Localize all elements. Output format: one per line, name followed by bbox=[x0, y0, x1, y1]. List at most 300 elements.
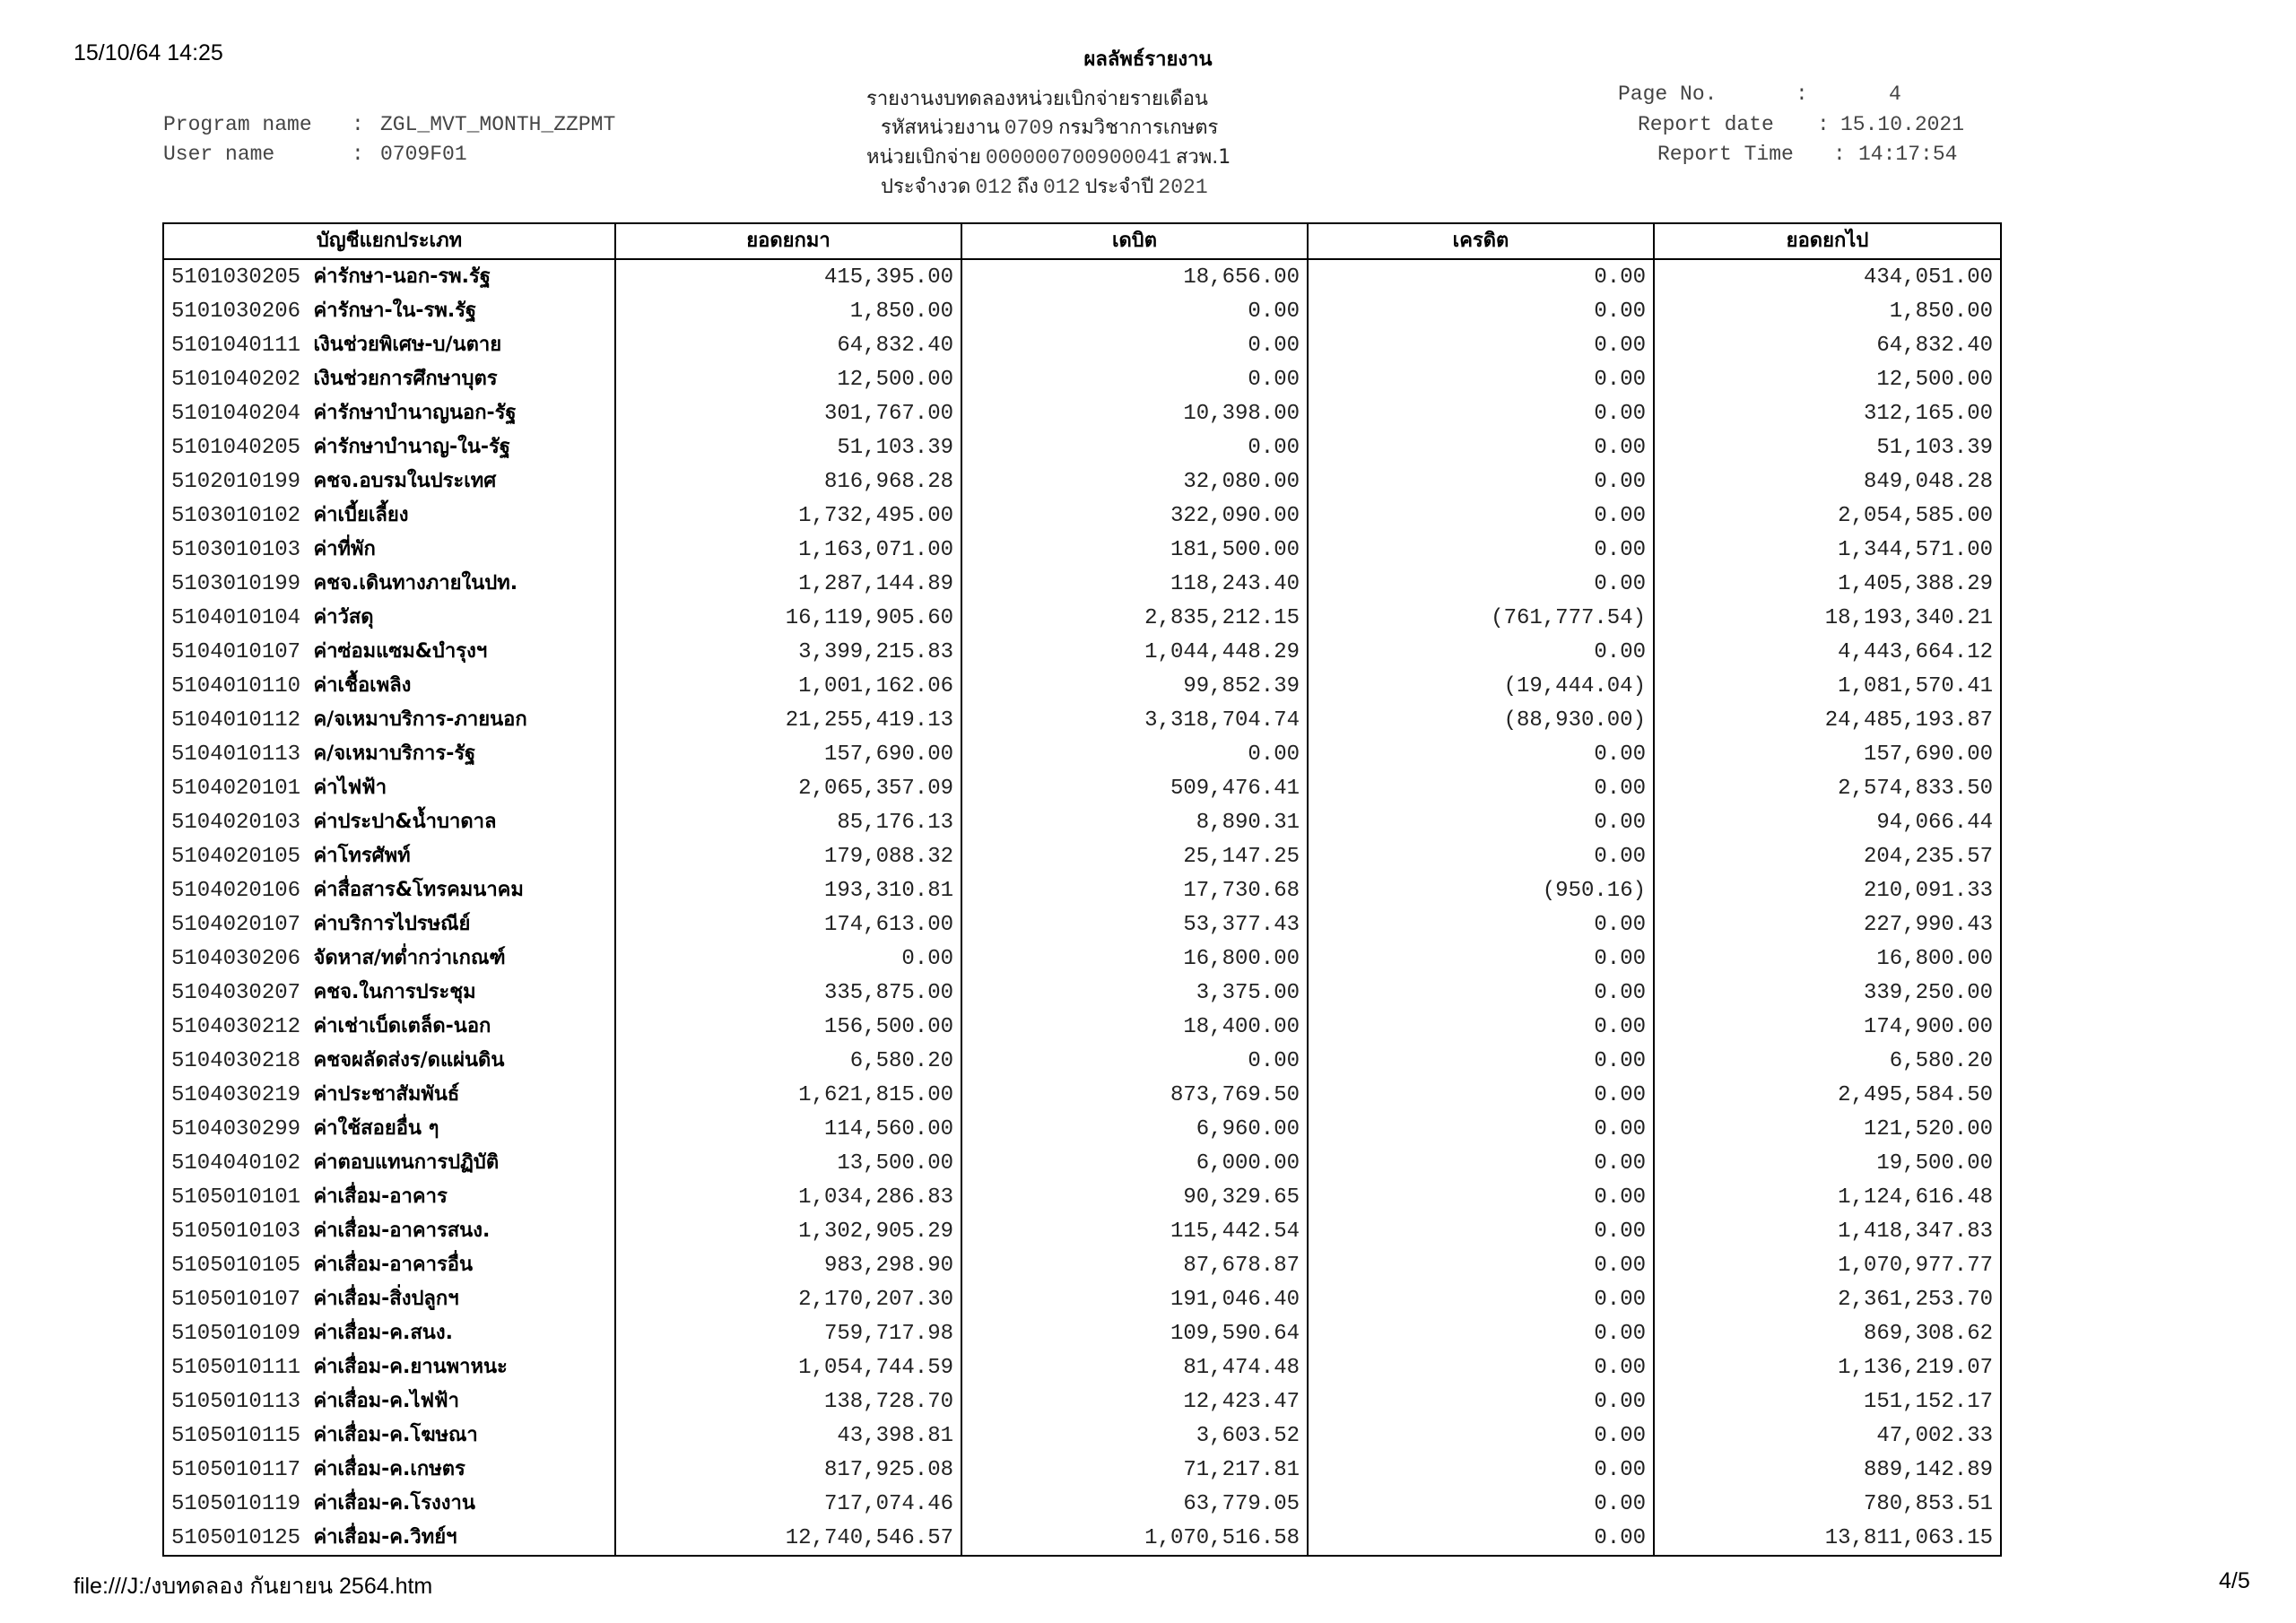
carried-forward-cell: 157,690.00 bbox=[1654, 737, 2001, 771]
carried-forward-cell: 1,405,388.29 bbox=[1654, 567, 2001, 601]
print-title: ผลลัพธ์รายงาน bbox=[1083, 48, 1213, 71]
account-cell bbox=[163, 294, 615, 328]
credit-cell: 0.00 bbox=[1308, 294, 1654, 328]
account-code: 5104020103 bbox=[171, 811, 301, 835]
period-label: ประจำงวด bbox=[881, 176, 971, 198]
carried-forward-cell: 2,574,833.50 bbox=[1654, 771, 2001, 805]
credit-cell: 0.00 bbox=[1308, 942, 1654, 976]
credit-cell: 0.00 bbox=[1308, 1146, 1654, 1180]
table-row bbox=[163, 1350, 2001, 1384]
debit-cell: 0.00 bbox=[961, 362, 1308, 396]
account-cell bbox=[163, 1453, 615, 1487]
brought-forward-cell: 301,767.00 bbox=[615, 396, 961, 430]
account-cell bbox=[163, 1316, 615, 1350]
account-code: 5101040202 bbox=[171, 368, 301, 392]
account-name: ค่าเสื่อม-ค.สนง. bbox=[313, 1322, 453, 1344]
report-time-label: Report Time bbox=[1657, 143, 1794, 166]
brought-forward-cell: 415,395.00 bbox=[615, 259, 961, 294]
carried-forward-cell: 227,990.43 bbox=[1654, 907, 2001, 942]
carried-forward-cell: 24,485,193.87 bbox=[1654, 703, 2001, 737]
debit-cell: 18,656.00 bbox=[961, 259, 1308, 294]
credit-cell: 0.00 bbox=[1308, 1112, 1654, 1146]
table-row bbox=[163, 771, 2001, 805]
account-code: 5105010117 bbox=[171, 1458, 301, 1482]
disbursing-unit-label: หน่วยเบิกจ่าย bbox=[866, 146, 981, 169]
debit-cell: 3,375.00 bbox=[961, 976, 1308, 1010]
brought-forward-cell: 2,065,357.09 bbox=[615, 771, 961, 805]
table-row bbox=[163, 601, 2001, 635]
account-code: 5102010199 bbox=[171, 470, 301, 494]
credit-cell: 0.00 bbox=[1308, 1521, 1654, 1556]
credit-cell: 0.00 bbox=[1308, 737, 1654, 771]
carried-forward-cell: 204,235.57 bbox=[1654, 839, 2001, 873]
report-date-sep: : bbox=[1817, 113, 1830, 136]
account-code: 5104030219 bbox=[171, 1083, 301, 1107]
report-date-value: 15.10.2021 bbox=[1840, 113, 1965, 136]
account-name: ค่าใช้สอยอื่น ๆ bbox=[313, 1117, 439, 1140]
account-code: 5104020106 bbox=[171, 879, 301, 903]
carried-forward-cell: 1,136,219.07 bbox=[1654, 1350, 2001, 1384]
credit-cell: 0.00 bbox=[1308, 1180, 1654, 1214]
carried-forward-cell: 2,054,585.00 bbox=[1654, 499, 2001, 533]
table-body bbox=[163, 259, 2001, 1556]
credit-cell: 0.00 bbox=[1308, 464, 1654, 499]
debit-cell: 115,442.54 bbox=[961, 1214, 1308, 1248]
account-code: 5105010113 bbox=[171, 1390, 301, 1414]
period-to: 012 bbox=[1043, 176, 1081, 199]
account-code: 5101040111 bbox=[171, 334, 301, 358]
carried-forward-cell: 2,495,584.50 bbox=[1654, 1078, 2001, 1112]
user-name-sep: : bbox=[352, 143, 364, 166]
user-name-label: User name bbox=[163, 143, 275, 166]
col-header-account: บัญชีแยกประเภท bbox=[163, 223, 615, 259]
account-name: ค่าซ่อมแซม&บำรุงฯ bbox=[313, 640, 488, 663]
debit-cell: 8,890.31 bbox=[961, 805, 1308, 839]
account-cell bbox=[163, 703, 615, 737]
table-row bbox=[163, 1112, 2001, 1146]
agency-code-line bbox=[881, 111, 1218, 143]
debit-cell: 81,474.48 bbox=[961, 1350, 1308, 1384]
table-row bbox=[163, 907, 2001, 942]
brought-forward-cell: 85,176.13 bbox=[615, 805, 961, 839]
brought-forward-cell: 16,119,905.60 bbox=[615, 601, 961, 635]
account-code: 5103010199 bbox=[171, 572, 301, 596]
account-name: ค่ารักษา-ใน-รพ.รัฐ bbox=[313, 299, 477, 322]
account-cell bbox=[163, 805, 615, 839]
brought-forward-cell: 193,310.81 bbox=[615, 873, 961, 907]
account-code: 5105010115 bbox=[171, 1424, 301, 1448]
table-row bbox=[163, 1146, 2001, 1180]
brought-forward-cell: 3,399,215.83 bbox=[615, 635, 961, 669]
brought-forward-cell: 1,287,144.89 bbox=[615, 567, 961, 601]
table-row bbox=[163, 567, 2001, 601]
account-code: 5105010111 bbox=[171, 1356, 301, 1380]
account-name: คชจ.อบรมในประเทศ bbox=[313, 470, 497, 492]
brought-forward-cell: 114,560.00 bbox=[615, 1112, 961, 1146]
account-cell bbox=[163, 873, 615, 907]
carried-forward-cell: 339,250.00 bbox=[1654, 976, 2001, 1010]
col-header-credit: เครดิต bbox=[1308, 223, 1654, 259]
account-name: เงินช่วยพิเศษ-บ/นตาย bbox=[313, 334, 502, 356]
account-code: 5101030205 bbox=[171, 265, 301, 290]
page-no-sep: : bbox=[1796, 82, 1808, 106]
program-name-label: Program name bbox=[163, 113, 312, 136]
agency-code: 0709 bbox=[1004, 117, 1054, 140]
account-name: ค่าเสื่อม-ค.ยานพาหนะ bbox=[313, 1356, 508, 1378]
table-row bbox=[163, 1010, 2001, 1044]
debit-cell: 2,835,212.15 bbox=[961, 601, 1308, 635]
page-no-label: Page No. bbox=[1618, 82, 1718, 106]
account-name: ค่าเชื้อเพลิง bbox=[313, 674, 412, 697]
debit-cell: 53,377.43 bbox=[961, 907, 1308, 942]
account-name: ค่าไฟฟ้า bbox=[313, 777, 387, 799]
account-name: ค่าเสื่อม-สิ่งปลูกฯ bbox=[313, 1288, 459, 1310]
carried-forward-cell: 1,124,616.48 bbox=[1654, 1180, 2001, 1214]
account-cell bbox=[163, 1044, 615, 1078]
table-row bbox=[163, 1316, 2001, 1350]
account-name: ค่าบริการไปรษณีย์ bbox=[313, 913, 471, 935]
credit-cell: (761,777.54) bbox=[1308, 601, 1654, 635]
carried-forward-cell: 210,091.33 bbox=[1654, 873, 2001, 907]
brought-forward-cell: 2,170,207.30 bbox=[615, 1282, 961, 1316]
table-row bbox=[163, 1044, 2001, 1078]
page-no-value: 4 bbox=[1889, 82, 1901, 106]
credit-cell: 0.00 bbox=[1308, 1350, 1654, 1384]
account-name: ค่าเสื่อม-อาคาร bbox=[313, 1185, 448, 1208]
account-code: 5105010119 bbox=[171, 1492, 301, 1516]
credit-cell: 0.00 bbox=[1308, 1248, 1654, 1282]
credit-cell: 0.00 bbox=[1308, 1214, 1654, 1248]
debit-cell: 16,800.00 bbox=[961, 942, 1308, 976]
debit-cell: 109,590.64 bbox=[961, 1316, 1308, 1350]
carried-forward-cell: 121,520.00 bbox=[1654, 1112, 2001, 1146]
disbursing-unit-code: 000000700900041 bbox=[985, 146, 1171, 169]
credit-cell: 0.00 bbox=[1308, 430, 1654, 464]
credit-cell: 0.00 bbox=[1308, 1384, 1654, 1419]
debit-cell: 0.00 bbox=[961, 430, 1308, 464]
table-row bbox=[163, 1384, 2001, 1419]
debit-cell: 18,400.00 bbox=[961, 1010, 1308, 1044]
brought-forward-cell: 64,832.40 bbox=[615, 328, 961, 362]
table-row bbox=[163, 942, 2001, 976]
credit-cell: 0.00 bbox=[1308, 805, 1654, 839]
account-cell bbox=[163, 396, 615, 430]
debit-cell: 0.00 bbox=[961, 294, 1308, 328]
account-cell bbox=[163, 1214, 615, 1248]
account-code: 5104030299 bbox=[171, 1117, 301, 1141]
brought-forward-cell: 335,875.00 bbox=[615, 976, 961, 1010]
account-name: ค่าวัสดุ bbox=[313, 606, 374, 629]
debit-cell: 71,217.81 bbox=[961, 1453, 1308, 1487]
account-cell bbox=[163, 635, 615, 669]
agency-code-label: รหัสหน่วยงาน bbox=[881, 117, 1000, 139]
report-date-label: Report date bbox=[1638, 113, 1774, 136]
credit-cell: (19,444.04) bbox=[1308, 669, 1654, 703]
account-code: 5105010105 bbox=[171, 1254, 301, 1278]
brought-forward-cell: 51,103.39 bbox=[615, 430, 961, 464]
carried-forward-cell: 18,193,340.21 bbox=[1654, 601, 2001, 635]
account-cell bbox=[163, 1078, 615, 1112]
debit-cell: 509,476.41 bbox=[961, 771, 1308, 805]
account-code: 5103010102 bbox=[171, 504, 301, 528]
carried-forward-cell: 51,103.39 bbox=[1654, 430, 2001, 464]
carried-forward-cell: 312,165.00 bbox=[1654, 396, 2001, 430]
print-datetime: 15/10/64 14:25 bbox=[74, 40, 223, 65]
table-row bbox=[163, 635, 2001, 669]
credit-cell: 0.00 bbox=[1308, 976, 1654, 1010]
debit-cell: 0.00 bbox=[961, 737, 1308, 771]
table-row bbox=[163, 1214, 2001, 1248]
credit-cell: 0.00 bbox=[1308, 771, 1654, 805]
account-code: 5105010107 bbox=[171, 1288, 301, 1312]
account-name: ค่าเสื่อม-ค.โรงงาน bbox=[313, 1492, 475, 1515]
carried-forward-cell: 869,308.62 bbox=[1654, 1316, 2001, 1350]
account-name: ค่าที่พัก bbox=[313, 538, 376, 560]
brought-forward-cell: 1,850.00 bbox=[615, 294, 961, 328]
table-row bbox=[163, 839, 2001, 873]
debit-cell: 99,852.39 bbox=[961, 669, 1308, 703]
brought-forward-cell: 1,302,905.29 bbox=[615, 1214, 961, 1248]
account-cell bbox=[163, 1384, 615, 1419]
carried-forward-cell: 4,443,664.12 bbox=[1654, 635, 2001, 669]
account-name: ค/จเหมาบริการ-ภายนอก bbox=[313, 708, 527, 731]
credit-cell: 0.00 bbox=[1308, 328, 1654, 362]
account-name: คชจ.เดินทางภายในปท. bbox=[313, 572, 518, 595]
table-row bbox=[163, 1487, 2001, 1521]
carried-forward-cell: 13,811,063.15 bbox=[1654, 1521, 2001, 1556]
account-cell bbox=[163, 669, 615, 703]
debit-cell: 322,090.00 bbox=[961, 499, 1308, 533]
account-name: ค่าเสื่อม-ค.เกษตร bbox=[313, 1458, 465, 1480]
account-code: 5101030206 bbox=[171, 299, 301, 324]
brought-forward-cell: 759,717.98 bbox=[615, 1316, 961, 1350]
credit-cell: 0.00 bbox=[1308, 1078, 1654, 1112]
print-page-number: 4/5 bbox=[2219, 1568, 2250, 1593]
period-from: 012 bbox=[975, 176, 1013, 199]
account-name: ค่ารักษาบำนาญ-ใน-รัฐ bbox=[313, 436, 510, 458]
program-name-value: ZGL_MVT_MONTH_ZZPMT bbox=[380, 113, 616, 136]
col-header-debit: เดบิต bbox=[961, 223, 1308, 259]
account-cell bbox=[163, 1010, 615, 1044]
account-cell bbox=[163, 1350, 615, 1384]
account-cell bbox=[163, 1419, 615, 1453]
debit-cell: 0.00 bbox=[961, 328, 1308, 362]
table-row bbox=[163, 259, 2001, 294]
brought-forward-cell: 0.00 bbox=[615, 942, 961, 976]
debit-cell: 118,243.40 bbox=[961, 567, 1308, 601]
carried-forward-cell: 1,850.00 bbox=[1654, 294, 2001, 328]
brought-forward-cell: 156,500.00 bbox=[615, 1010, 961, 1044]
brought-forward-cell: 983,298.90 bbox=[615, 1248, 961, 1282]
carried-forward-cell: 151,152.17 bbox=[1654, 1384, 2001, 1419]
credit-cell: 0.00 bbox=[1308, 1419, 1654, 1453]
brought-forward-cell: 1,034,286.83 bbox=[615, 1180, 961, 1214]
brought-forward-cell: 1,001,162.06 bbox=[615, 669, 961, 703]
account-cell bbox=[163, 499, 615, 533]
account-code: 5104030212 bbox=[171, 1015, 301, 1039]
debit-cell: 3,318,704.74 bbox=[961, 703, 1308, 737]
table-row bbox=[163, 499, 2001, 533]
account-code: 5101040204 bbox=[171, 402, 301, 426]
table-row bbox=[163, 737, 2001, 771]
account-cell bbox=[163, 464, 615, 499]
credit-cell: 0.00 bbox=[1308, 533, 1654, 567]
table-row bbox=[163, 703, 2001, 737]
brought-forward-cell: 157,690.00 bbox=[615, 737, 961, 771]
account-name: คชจ.ในการประชุม bbox=[313, 981, 476, 1003]
account-cell bbox=[163, 771, 615, 805]
debit-cell: 25,147.25 bbox=[961, 839, 1308, 873]
debit-cell: 17,730.68 bbox=[961, 873, 1308, 907]
credit-cell: 0.00 bbox=[1308, 1282, 1654, 1316]
account-name: คชจผลัดส่งร/ดแผ่นดิน bbox=[313, 1049, 505, 1072]
carried-forward-cell: 19,500.00 bbox=[1654, 1146, 2001, 1180]
account-code: 5104030206 bbox=[171, 947, 301, 971]
account-code: 5104020107 bbox=[171, 913, 301, 937]
col-header-brought-forward: ยอดยกมา bbox=[615, 223, 961, 259]
account-cell bbox=[163, 1521, 615, 1556]
brought-forward-cell: 816,968.28 bbox=[615, 464, 961, 499]
account-name: ค่าประชาสัมพันธ์ bbox=[313, 1083, 460, 1106]
brought-forward-cell: 1,732,495.00 bbox=[615, 499, 961, 533]
period-to-label: ถึง bbox=[1016, 176, 1039, 198]
account-name: ค่าเสื่อม-ค.วิทย์ฯ bbox=[313, 1526, 457, 1549]
debit-cell: 191,046.40 bbox=[961, 1282, 1308, 1316]
account-name: ค่าเสื่อม-ค.ไฟฟ้า bbox=[313, 1390, 459, 1412]
account-code: 5104030218 bbox=[171, 1049, 301, 1073]
account-cell bbox=[163, 362, 615, 396]
credit-cell: 0.00 bbox=[1308, 396, 1654, 430]
fiscal-year: 2021 bbox=[1158, 176, 1208, 199]
credit-cell: 0.00 bbox=[1308, 362, 1654, 396]
disbursing-unit-line bbox=[866, 141, 1231, 172]
account-code: 5103010103 bbox=[171, 538, 301, 562]
account-code: 5104030207 bbox=[171, 981, 301, 1005]
carried-forward-cell: 64,832.40 bbox=[1654, 328, 2001, 362]
table-row bbox=[163, 396, 2001, 430]
account-code: 5105010109 bbox=[171, 1322, 301, 1346]
account-cell bbox=[163, 1112, 615, 1146]
debit-cell: 1,070,516.58 bbox=[961, 1521, 1308, 1556]
account-name: ค่าเช่าเบ็ดเตล็ด-นอก bbox=[313, 1015, 491, 1037]
brought-forward-cell: 179,088.32 bbox=[615, 839, 961, 873]
credit-cell: 0.00 bbox=[1308, 1010, 1654, 1044]
debit-cell: 1,044,448.29 bbox=[961, 635, 1308, 669]
debit-cell: 32,080.00 bbox=[961, 464, 1308, 499]
account-code: 5104010113 bbox=[171, 742, 301, 767]
brought-forward-cell: 1,621,815.00 bbox=[615, 1078, 961, 1112]
trial-balance-table bbox=[162, 222, 2002, 1557]
account-name: ค่าเบี้ยเลี้ยง bbox=[313, 504, 409, 526]
debit-cell: 6,960.00 bbox=[961, 1112, 1308, 1146]
col-header-carried-forward: ยอดยกไป bbox=[1654, 223, 2001, 259]
brought-forward-cell: 13,500.00 bbox=[615, 1146, 961, 1180]
account-cell bbox=[163, 737, 615, 771]
carried-forward-cell: 94,066.44 bbox=[1654, 805, 2001, 839]
account-cell bbox=[163, 976, 615, 1010]
account-name: ค่าตอบแทนการปฏิบัติ bbox=[313, 1151, 500, 1174]
brought-forward-cell: 717,074.46 bbox=[615, 1487, 961, 1521]
carried-forward-cell: 780,853.51 bbox=[1654, 1487, 2001, 1521]
credit-cell: 0.00 bbox=[1308, 1316, 1654, 1350]
debit-cell: 63,779.05 bbox=[961, 1487, 1308, 1521]
brought-forward-cell: 1,163,071.00 bbox=[615, 533, 961, 567]
brought-forward-cell: 12,500.00 bbox=[615, 362, 961, 396]
account-code: 5104020101 bbox=[171, 777, 301, 801]
fiscal-year-label: ประจำปี bbox=[1084, 176, 1154, 198]
account-code: 5105010125 bbox=[171, 1526, 301, 1550]
table-row bbox=[163, 1180, 2001, 1214]
account-code: 5104010112 bbox=[171, 708, 301, 733]
carried-forward-cell: 47,002.33 bbox=[1654, 1419, 2001, 1453]
carried-forward-cell: 16,800.00 bbox=[1654, 942, 2001, 976]
carried-forward-cell: 434,051.00 bbox=[1654, 259, 2001, 294]
credit-cell: 0.00 bbox=[1308, 1453, 1654, 1487]
account-cell bbox=[163, 259, 615, 294]
program-name-sep: : bbox=[352, 113, 364, 136]
credit-cell: 0.00 bbox=[1308, 635, 1654, 669]
carried-forward-cell: 1,070,977.77 bbox=[1654, 1248, 2001, 1282]
account-name: ค่ารักษาบำนาญนอก-รัฐ bbox=[313, 402, 517, 424]
account-code: 5105010103 bbox=[171, 1219, 301, 1244]
account-name: ค่าเสื่อม-อาคารอื่น bbox=[313, 1254, 474, 1276]
table-row bbox=[163, 1521, 2001, 1556]
print-url: file:///J:/งบทดลอง กันยายน 2564.htm bbox=[74, 1574, 433, 1599]
carried-forward-cell: 1,418,347.83 bbox=[1654, 1214, 2001, 1248]
table-row bbox=[163, 464, 2001, 499]
credit-cell: 0.00 bbox=[1308, 1487, 1654, 1521]
carried-forward-cell: 1,081,570.41 bbox=[1654, 669, 2001, 703]
debit-cell: 3,603.52 bbox=[961, 1419, 1308, 1453]
account-cell bbox=[163, 533, 615, 567]
debit-cell: 87,678.87 bbox=[961, 1248, 1308, 1282]
agency-name: กรมวิชาการเกษตร bbox=[1058, 117, 1219, 139]
brought-forward-cell: 43,398.81 bbox=[615, 1419, 961, 1453]
account-name: ค่าเสื่อม-อาคารสนง. bbox=[313, 1219, 491, 1242]
account-cell bbox=[163, 942, 615, 976]
table-row bbox=[163, 873, 2001, 907]
debit-cell: 10,398.00 bbox=[961, 396, 1308, 430]
credit-cell: 0.00 bbox=[1308, 839, 1654, 873]
account-code: 5101040205 bbox=[171, 436, 301, 460]
brought-forward-cell: 138,728.70 bbox=[615, 1384, 961, 1419]
debit-cell: 873,769.50 bbox=[961, 1078, 1308, 1112]
account-cell bbox=[163, 839, 615, 873]
account-name: ค/จเหมาบริการ-รัฐ bbox=[313, 742, 476, 765]
table-row bbox=[163, 1282, 2001, 1316]
credit-cell: 0.00 bbox=[1308, 499, 1654, 533]
table-row bbox=[163, 805, 2001, 839]
credit-cell: 0.00 bbox=[1308, 907, 1654, 942]
carried-forward-cell: 1,344,571.00 bbox=[1654, 533, 2001, 567]
report-time-value: 14:17:54 bbox=[1858, 143, 1958, 166]
carried-forward-cell: 6,580.20 bbox=[1654, 1044, 2001, 1078]
brought-forward-cell: 12,740,546.57 bbox=[615, 1521, 961, 1556]
table-row bbox=[163, 1248, 2001, 1282]
report-title: รายงานงบทดลองหน่วยเบิกจ่ายรายเดือน bbox=[866, 88, 1208, 110]
account-cell bbox=[163, 1282, 615, 1316]
account-code: 5104020105 bbox=[171, 845, 301, 869]
user-name-value: 0709F01 bbox=[380, 143, 467, 166]
brought-forward-cell: 21,255,419.13 bbox=[615, 703, 961, 737]
account-name: จัดหาส/ทต่ำกว่าเกณฑ์ bbox=[313, 947, 506, 969]
debit-cell: 6,000.00 bbox=[961, 1146, 1308, 1180]
table-row bbox=[163, 1078, 2001, 1112]
account-cell bbox=[163, 430, 615, 464]
table-row bbox=[163, 294, 2001, 328]
account-cell bbox=[163, 567, 615, 601]
table-row bbox=[163, 533, 2001, 567]
